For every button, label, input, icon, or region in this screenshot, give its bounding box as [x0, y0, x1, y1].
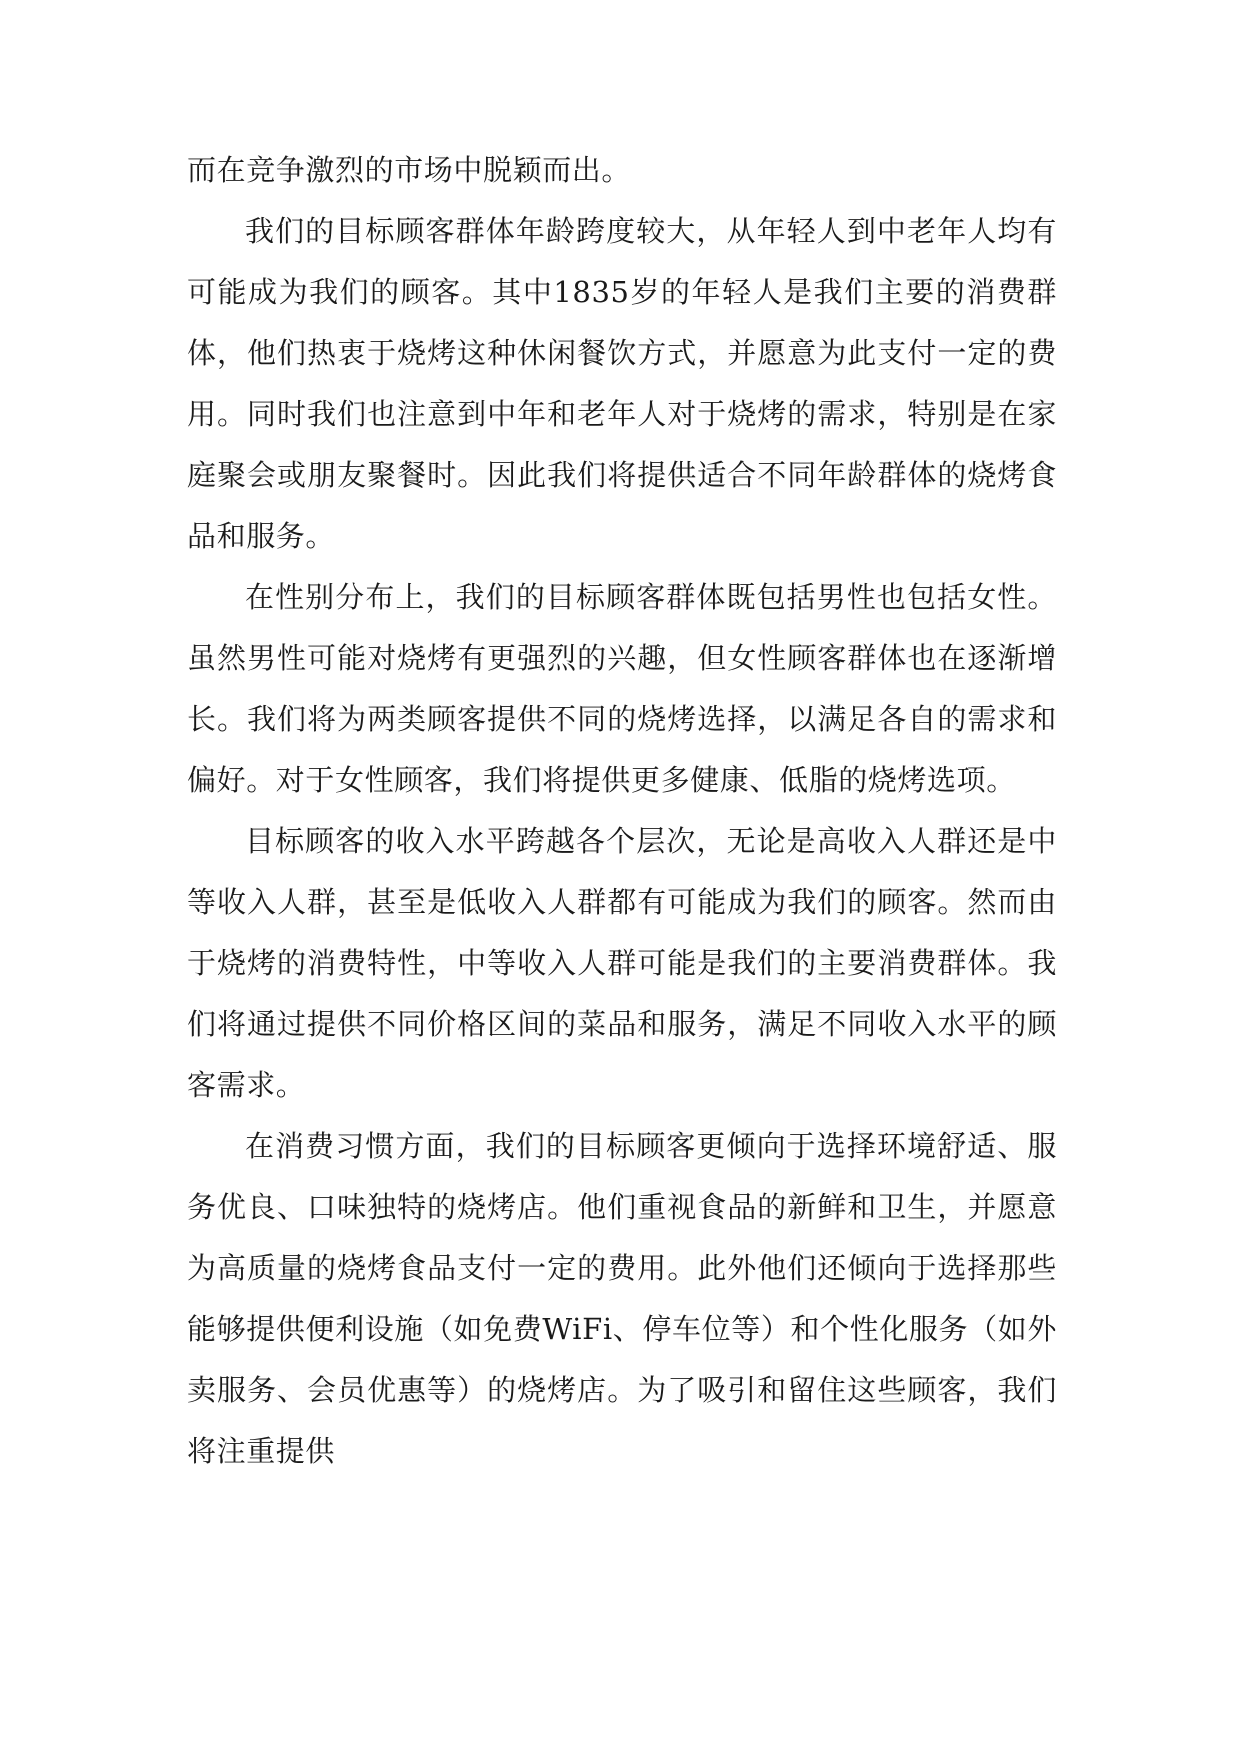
body-text	[187, 140, 1057, 1482]
paragraph-gender: 在性别分布上，我们的目标顾客群体既包括男性也包括女性。虽然男性可能对烧烤有更强烈的兴趣，但女性顾客群体也在逐渐增长。我们将为两类顾客提供不同的烧烤选择，以满足各自的需求和偏好。对于女性顾客，我们将提供更多健康、低脂的烧烤选项。	[187, 580, 1057, 797]
paragraph-income: 目标顾客的收入水平跨越各个层次，无论是高收入人群还是中等收入人群，甚至是低收入人群都有可能成为我们的顾客。然而由于烧烤的消费特性，中等收入人群可能是我们的主要消费群体。我们将通过提供不同价格区间的菜品和服务，满足不同收入水平的顾客需求。	[187, 824, 1057, 1102]
paragraph-continuation: 而在竞争激烈的市场中脱颖而出。	[187, 153, 632, 187]
paragraph-age-groups: 我们的目标顾客群体年龄跨度较大，从年轻人到中老年人均有可能成为我们的顾客。其中1835岁的年轻人是我们主要的消费群体，他们热衷于烧烤这种休闲餐饮方式，并愿意为此支付一定的费用。同时我们也注意到中年和老年人对于烧烤的需求，特别是在家庭聚会或朋友聚餐时。因此我们将提供适合不同年龄群体的烧烤食品和服务。	[187, 214, 1057, 553]
paragraph-consumption-habits: 在消费习惯方面，我们的目标顾客更倾向于选择环境舒适、服务优良、口味独特的烧烤店。他们重视食品的新鲜和卫生，并愿意为高质量的烧烤食品支付一定的费用。此外他们还倾向于选择那些能够提供便利设施（如免费WiFi、停车位等）和个性化服务（如外卖服务、会员优惠等）的烧烤店。为了吸引和留住这些顾客，我们将注重提供	[187, 1129, 1057, 1468]
